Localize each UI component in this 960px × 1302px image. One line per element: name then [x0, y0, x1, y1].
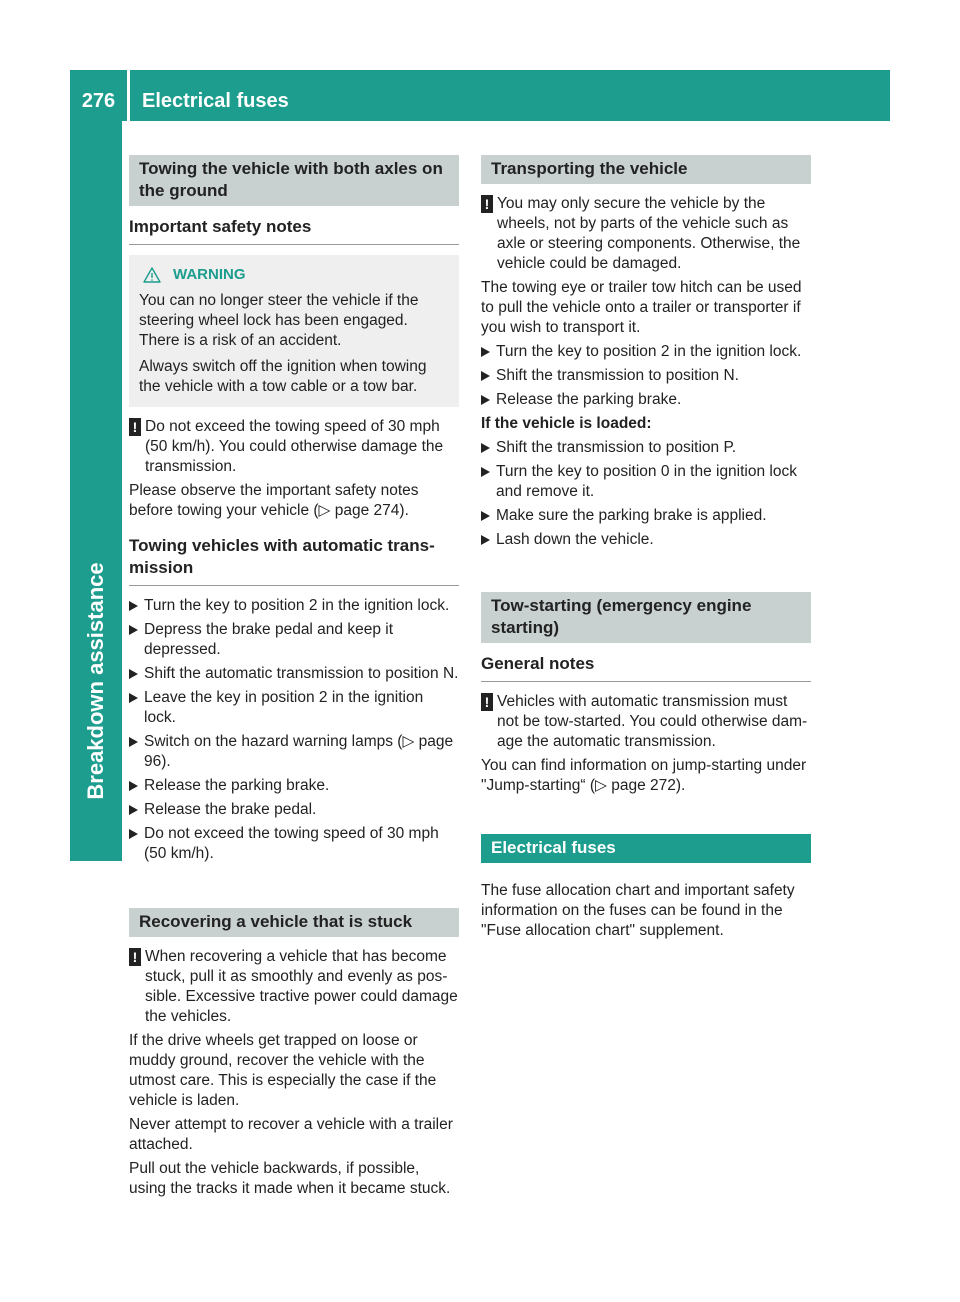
step-text: Depress the brake pedal and keep it depressed.: [144, 621, 394, 658]
step-arrow-icon: [481, 535, 490, 545]
step-item: [129, 596, 459, 616]
step-text: Shift the transmission to position P.: [496, 439, 737, 456]
step-arrow-icon: [129, 625, 138, 635]
step-item: [481, 438, 811, 458]
note-text: You may only secure the vehicle by the wheels, not by parts of the vehicle such as axle or steering components. Otherwise, the vehicle could be damaged.: [497, 195, 801, 272]
warning-text-1: You can no longer steer the vehicle if the steering wheel lock has been engaged. There is a risk of an accident.: [139, 292, 419, 349]
step-item: [129, 664, 459, 684]
step-arrow-icon: [129, 805, 138, 815]
step-arrow-icon: [481, 395, 490, 405]
step-item: [129, 824, 459, 864]
note-recovering: [129, 947, 459, 1027]
side-tab[interactable]: [70, 121, 122, 861]
step-item: [129, 800, 459, 820]
step-text: Shift the automatic transmission to position N.: [144, 665, 459, 682]
subheading-automatic-transmission: Towing vehicles with automatic trans-mission: [129, 535, 459, 586]
step-arrow-icon: [129, 781, 138, 791]
warning-title: [139, 265, 451, 285]
step-arrow-icon: [481, 511, 490, 521]
step-item: [481, 390, 811, 410]
step-text: Release the brake pedal.: [144, 801, 317, 818]
loaded-label: If the vehicle is loaded:: [481, 415, 652, 432]
step-item: [481, 506, 811, 526]
note-text: Do not exceed the towing speed of 30 mph (50 km/h). You could otherwise damage the transmission.: [145, 418, 444, 475]
step-arrow-icon: [129, 669, 138, 679]
step-arrow-icon: [129, 737, 138, 747]
subheading-safety-notes: Important safety notes: [129, 216, 459, 245]
section-heading-recovering: Recovering a vehicle that is stuck: [129, 908, 459, 937]
step-item: [481, 366, 811, 386]
step-arrow-icon: [129, 693, 138, 703]
step-text: Lash down the vehicle.: [496, 531, 654, 548]
step-text: Turn the key to position 2 in the ignition lock.: [496, 343, 802, 360]
header-title: Electrical fuses: [142, 90, 289, 112]
step-arrow-icon: [481, 371, 490, 381]
step-item: [129, 688, 459, 728]
step-item: [481, 462, 811, 502]
section-heading-towing: Towing the vehicle with both axles on the ground: [129, 155, 459, 206]
note-towing-speed: [129, 417, 459, 477]
warning-label: WARNING: [173, 266, 246, 283]
step-arrow-icon: [129, 601, 138, 611]
header-divider: [127, 70, 130, 121]
paragraph-jump-starting: You can find information on jump-starting under "Jump-starting“ (▷ page 272).: [481, 757, 807, 794]
paragraph-recover-1: If the drive wheels get trapped on loose or muddy ground, recover the vehicle with the utmost care. This is especially the case if the vehicle is laden.: [129, 1032, 437, 1109]
paragraph-safety-reference: Please observe the important safety notes before towing your vehicle (▷ page 274).: [129, 482, 419, 519]
note-transporting: [481, 194, 811, 274]
step-text: Switch on the hazard warning lamps (▷ page 96).: [144, 733, 454, 770]
step-text: Shift the transmission to position N.: [496, 367, 739, 384]
step-text: Release the parking brake.: [144, 777, 330, 794]
note-general: [481, 692, 811, 752]
step-text: Turn the key to position 0 in the ignition lock and remove it.: [496, 463, 797, 500]
step-item: [481, 530, 811, 550]
step-item: [129, 776, 459, 796]
right-column: [481, 155, 811, 945]
warning-text-2: Always switch off the ignition when towing the vehicle with a tow cable or a tow bar.: [139, 358, 427, 395]
paragraph-fuses: The fuse allocation chart and important safety information on the fuses can be found in the "Fuse allocation chart" supplement.: [481, 882, 795, 939]
note-text: When recovering a vehicle that has become stuck, pull it as smoothly and evenly as pos-sible. Excessive tractive power could damage the vehicles.: [145, 948, 458, 1025]
side-tab-label: Breakdown assistance: [83, 562, 108, 800]
step-text: Do not exceed the towing speed of 30 mph (50 km/h).: [144, 825, 439, 862]
step-item: [129, 732, 459, 772]
section-heading-tow-starting: Tow-starting (emergency engine starting): [481, 592, 811, 643]
step-text: Turn the key to position 2 in the ignition lock.: [144, 597, 450, 614]
paragraph-recover-3: Pull out the vehicle backwards, if possible, using the tracks it made when it became stuck.: [129, 1160, 451, 1197]
step-text: Leave the key in position 2 in the ignition lock.: [144, 689, 424, 726]
exclamation-icon: !: [129, 948, 141, 966]
subheading-general-notes: General notes: [481, 653, 811, 682]
step-arrow-icon: [129, 829, 138, 839]
step-text: Release the parking brake.: [496, 391, 682, 408]
step-arrow-icon: [481, 443, 490, 453]
exclamation-icon: !: [481, 693, 493, 711]
step-item: [129, 620, 459, 660]
step-arrow-icon: [481, 347, 490, 357]
note-text: Vehicles with automatic transmission must not be tow-started. You could otherwise dam-age the automatic transmission.: [497, 693, 808, 750]
warning-box: [129, 255, 459, 407]
paragraph-recover-2: Never attempt to recover a vehicle with a trailer attached.: [129, 1116, 453, 1153]
step-arrow-icon: [481, 467, 490, 477]
step-item: [481, 342, 811, 362]
warning-triangle-icon: [143, 267, 161, 283]
paragraph-transport: The towing eye or trailer tow hitch can be used to pull the vehicle onto a trailer or transporter if you wish to transport it.: [481, 279, 802, 336]
section-heading-electrical-fuses: Electrical fuses: [481, 834, 811, 863]
exclamation-icon: !: [481, 195, 493, 213]
step-text: Make sure the parking brake is applied.: [496, 507, 767, 524]
left-column: [129, 155, 459, 1203]
section-heading-transporting: Transporting the vehicle: [481, 155, 811, 184]
exclamation-icon: !: [129, 418, 141, 436]
page-number: 276: [81, 90, 116, 112]
